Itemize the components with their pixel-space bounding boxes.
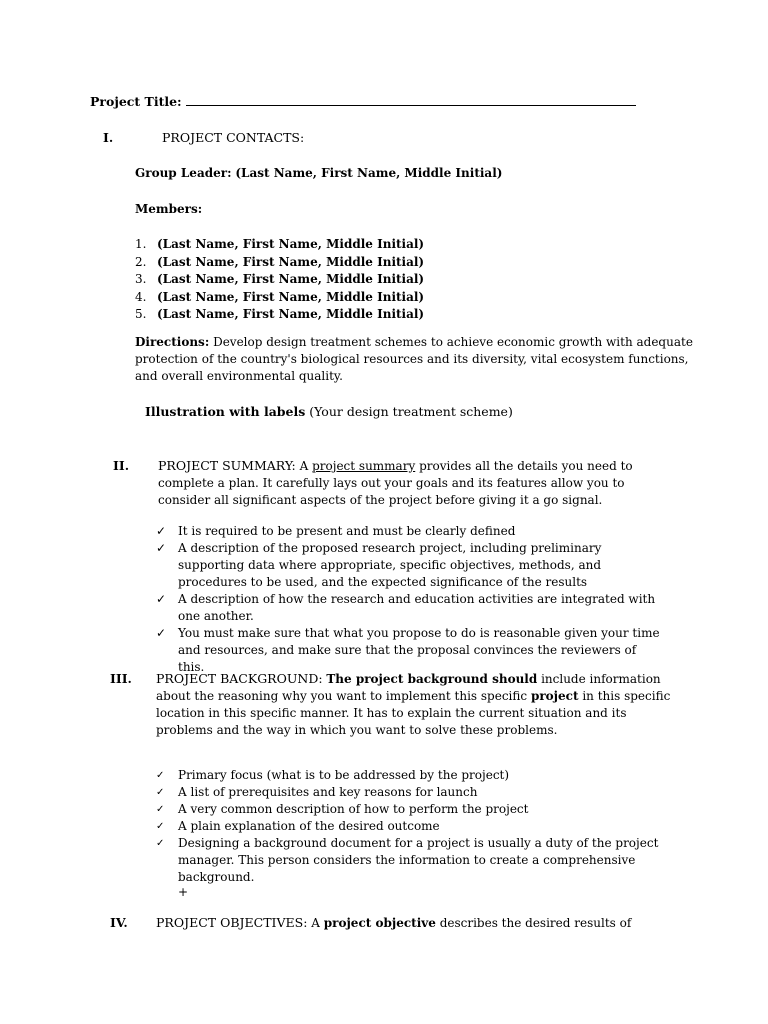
checklist-item-text: Designing a background document for a project is usually a duty of the project manager. This person considers the information to create a comprehensive background. bbox=[178, 836, 659, 884]
section-3-heading: PROJECT BACKGROUND: bbox=[156, 671, 323, 686]
member-placeholder: (Last Name, First Name, Middle Initial) bbox=[157, 272, 425, 286]
section-1-heading: PROJECT CONTACTS: bbox=[162, 130, 305, 145]
checklist-item-text: A very common description of how to perform the project bbox=[178, 802, 529, 816]
section-4-numeral: IV. bbox=[110, 915, 128, 930]
member-number: 4. bbox=[135, 289, 147, 304]
section-2-intro-a: A bbox=[299, 459, 309, 473]
section-3-text-d: in this specific location in this specific manner. It has to explain the current situation and its problems and the way in which you want to solve these problems. bbox=[156, 689, 671, 737]
checklist-item-text: A description of the proposed research project, including preliminary supporting data where appropriate, specific objectives, methods, and procedures to be used, and the expected significance of the results bbox=[178, 541, 602, 589]
group-leader-label: Group Leader: bbox=[135, 166, 232, 180]
checklist-item-text: You must make sure that what you propose to do is reasonable given your time and resources, and make sure that the proposal convinces the reviewers of this. bbox=[178, 626, 660, 674]
illustration-line bbox=[145, 403, 513, 420]
checkmark-icon: ✓ bbox=[156, 770, 165, 781]
section-1-numeral: I. bbox=[103, 130, 114, 145]
section-2-heading: PROJECT SUMMARY: bbox=[158, 458, 296, 473]
checklist-item bbox=[156, 540, 664, 591]
member-number: 3. bbox=[135, 272, 147, 286]
illustration-label: Illustration with labels bbox=[145, 404, 306, 419]
members-label: Members: bbox=[135, 202, 203, 216]
members-list bbox=[135, 236, 424, 324]
section-4-text-c: describes the desired results of bbox=[439, 916, 632, 930]
checkmark-icon: ✓ bbox=[156, 821, 165, 832]
member-item bbox=[135, 271, 424, 289]
checkmark-icon: ✓ bbox=[156, 838, 165, 849]
member-item bbox=[135, 254, 424, 272]
checklist-item bbox=[156, 801, 664, 818]
section-2-intro bbox=[158, 457, 678, 509]
checkmark-icon: ✓ bbox=[156, 541, 167, 555]
checklist-item bbox=[156, 784, 664, 801]
member-placeholder: (Last Name, First Name, Middle Initial) bbox=[157, 289, 425, 304]
member-item bbox=[135, 236, 424, 254]
checklist-item bbox=[156, 767, 664, 784]
project-title-label: Project Title: bbox=[90, 94, 182, 109]
section-2-checklist bbox=[156, 523, 664, 676]
section-2-numeral: II. bbox=[113, 458, 130, 473]
group-leader-line bbox=[135, 165, 502, 182]
project-title-blank-line bbox=[186, 94, 636, 106]
section-4-text-a: A bbox=[311, 916, 320, 930]
directions-label: Directions: bbox=[135, 335, 210, 349]
member-placeholder: (Last Name, First Name, Middle Initial) bbox=[157, 307, 425, 321]
group-leader-value: (Last Name, First Name, Middle Initial) bbox=[235, 166, 503, 180]
checklist-item bbox=[156, 835, 664, 886]
section-4-intro bbox=[156, 914, 631, 932]
checklist-item-text: A plain explanation of the desired outcome bbox=[178, 819, 440, 833]
section-4-heading: PROJECT OBJECTIVES: bbox=[156, 915, 308, 930]
section-3-plus: + bbox=[178, 885, 189, 899]
checklist-item-text: Primary focus (what is to be addressed by the project) bbox=[178, 768, 510, 782]
checklist-item bbox=[156, 625, 664, 676]
member-number: 2. bbox=[135, 254, 147, 269]
member-number: 5. bbox=[135, 307, 147, 321]
project-title-row bbox=[90, 93, 636, 110]
section-3-numeral: III. bbox=[110, 671, 132, 686]
member-placeholder: (Last Name, First Name, Middle Initial) bbox=[157, 237, 425, 251]
section-3-text-c: project bbox=[530, 689, 579, 703]
checklist-item-text: A description of how the research and education activities are integrated with one another. bbox=[178, 592, 656, 623]
member-item bbox=[135, 306, 424, 324]
checklist-item bbox=[156, 818, 664, 835]
checkmark-icon: ✓ bbox=[156, 524, 167, 538]
checklist-item-text: A list of prerequisites and key reasons for launch bbox=[178, 785, 478, 799]
member-number: 1. bbox=[135, 237, 147, 251]
checkmark-icon: ✓ bbox=[156, 787, 165, 798]
project-summary-link[interactable]: project summary bbox=[312, 459, 416, 473]
section-4-text-b: project objective bbox=[323, 916, 436, 930]
directions-paragraph bbox=[135, 334, 695, 385]
illustration-note: (Your design treatment scheme) bbox=[309, 404, 513, 419]
checklist-item bbox=[156, 523, 664, 540]
checkmark-icon: ✓ bbox=[156, 804, 165, 815]
directions-text: Develop design treatment schemes to achieve economic growth with adequate protection of the country's biological resources and its diversity, vital ecosystem functions, and overall environmental quality. bbox=[135, 335, 693, 383]
checklist-item-text: It is required to be present and must be clearly defined bbox=[178, 524, 516, 538]
section-3-intro bbox=[156, 670, 676, 739]
section-3-text-a: The project background should bbox=[326, 672, 538, 686]
section-3-checklist bbox=[156, 767, 664, 886]
member-placeholder: (Last Name, First Name, Middle Initial) bbox=[157, 254, 425, 269]
section-2-intro-b: provides all the details you need to complete a plan. It carefully lays out your goals and its features allow you to consider all significant aspects of the project before giving it a go signal. bbox=[158, 459, 633, 507]
checkmark-icon: ✓ bbox=[156, 592, 167, 606]
section-3-text-b: include information about the reasoning why you want to implement this specific bbox=[156, 672, 661, 703]
checklist-item bbox=[156, 591, 664, 625]
checkmark-icon: ✓ bbox=[156, 626, 167, 640]
member-item bbox=[135, 289, 424, 307]
